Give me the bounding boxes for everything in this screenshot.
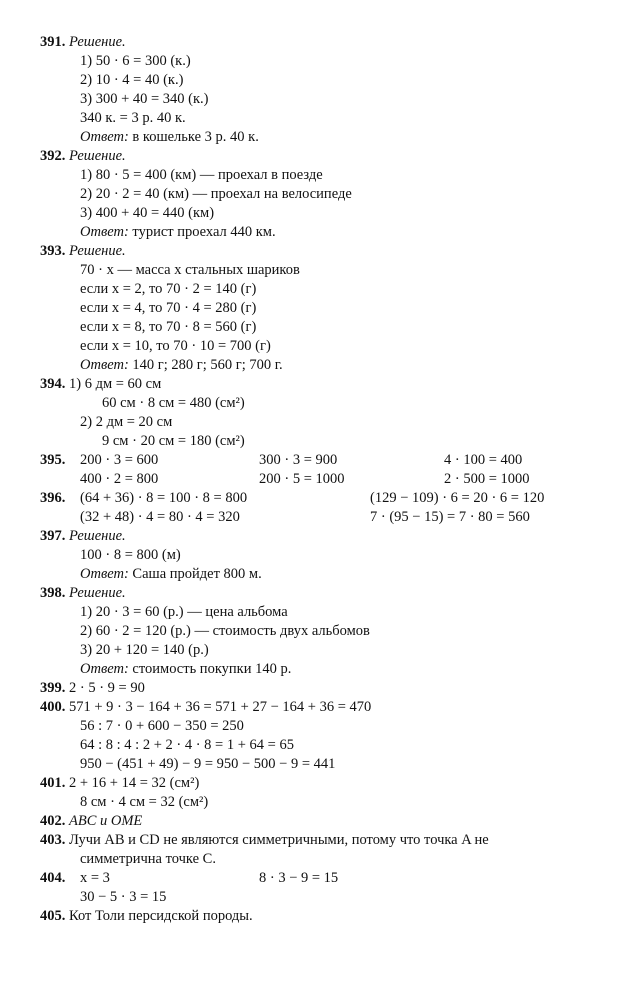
- expression-cell: 400 · 2 = 800: [80, 471, 159, 487]
- expression-cell: 200 · 5 = 1000: [259, 471, 345, 487]
- solution-line: 2 · 5 · 9 = 90: [69, 680, 145, 696]
- problem-398-header: [40, 584, 126, 602]
- solution-line: 340 к. = 3 р. 40 к.: [80, 110, 186, 126]
- answer-label: Ответ:: [80, 224, 129, 240]
- expression-cell: 300 · 3 = 900: [259, 452, 338, 468]
- solution-line: 64 : 8 : 4 : 2 + 2 · 4 · 8 = 1 + 64 = 65: [80, 737, 294, 753]
- solution-line: 571 + 9 · 3 − 164 + 36 = 571 + 27 − 164 + 36 = 470: [69, 699, 372, 715]
- solution-line: 100 · 8 = 800 (м): [80, 547, 181, 563]
- solution-line: ABC и OME: [69, 813, 143, 829]
- problem-number: 404.: [40, 870, 66, 886]
- solution-line: Лучи AB и CD не являются симметричными, потому что точка A не: [69, 832, 489, 848]
- solution-line: если x = 4, то 70 · 4 = 280 (г): [80, 300, 257, 316]
- problem-403-line: [40, 831, 489, 849]
- answer-label: Ответ:: [80, 129, 129, 145]
- expression-cell: (129 − 109) · 6 = 20 · 6 = 120: [370, 490, 545, 506]
- solution-line: 9 см · 20 см = 180 (см²): [102, 433, 245, 449]
- solution-line: симметрична точке C.: [80, 851, 216, 867]
- answer-label: Ответ:: [80, 357, 129, 373]
- solution-line: 2 + 16 + 14 = 32 (см²): [69, 775, 200, 791]
- problem-number: 398.: [40, 585, 66, 601]
- problem-391-header: [40, 33, 126, 51]
- problem-402-line: [40, 812, 142, 830]
- problem-number: 393.: [40, 243, 66, 259]
- solution-line: если x = 10, то 70 · 10 = 700 (г): [80, 338, 271, 354]
- answer-text: турист проехал 440 км.: [132, 224, 276, 240]
- problem-393-header: [40, 242, 126, 260]
- solution-line: Кот Толи персидской породы.: [69, 908, 253, 924]
- problem-number: 394.: [40, 376, 66, 392]
- solution-label: Решение.: [69, 528, 126, 544]
- problem-number: 391.: [40, 34, 66, 50]
- answer-line: [80, 356, 283, 374]
- expression-cell: 200 · 3 = 600: [80, 452, 159, 468]
- solution-line: если x = 2, то 70 · 2 = 140 (г): [80, 281, 257, 297]
- expression-cell: 4 · 100 = 400: [444, 452, 523, 468]
- problem-number: 403.: [40, 832, 66, 848]
- expression-cell: x = 3: [80, 870, 110, 886]
- solution-line: 8 см · 4 см = 32 (см²): [80, 794, 209, 810]
- solution-label: Решение.: [69, 585, 126, 601]
- solution-line: если x = 8, то 70 · 8 = 560 (г): [80, 319, 257, 335]
- problem-400-line: [40, 698, 371, 716]
- solution-line: 3) 400 + 40 = 440 (км): [80, 205, 215, 221]
- answer-text: в кошельке 3 р. 40 к.: [132, 129, 259, 145]
- solution-line: 1) 50 · 6 = 300 (к.): [80, 53, 191, 69]
- problem-396-line: [40, 489, 65, 507]
- problem-392-header: [40, 147, 126, 165]
- solution-line: 1) 80 · 5 = 400 (км) — проехал в поезде: [80, 167, 323, 183]
- expression-cell: 2 · 500 = 1000: [444, 471, 530, 487]
- solution-label: Решение.: [69, 34, 126, 50]
- answer-line: [80, 565, 262, 583]
- solution-line: 1) 20 · 3 = 60 (р.) — цена альбома: [80, 604, 288, 620]
- problem-number: 400.: [40, 699, 66, 715]
- answer-line: [80, 660, 291, 678]
- expression-cell: (32 + 48) · 4 = 80 · 4 = 320: [80, 509, 240, 525]
- solution-line: 3) 300 + 40 = 340 (к.): [80, 91, 209, 107]
- problem-405-line: [40, 907, 253, 925]
- answer-text: Саша пройдет 800 м.: [132, 566, 262, 582]
- answer-line: [80, 128, 259, 146]
- solution-line: 56 : 7 · 0 + 600 − 350 = 250: [80, 718, 244, 734]
- answer-text: 140 г; 280 г; 560 г; 700 г.: [132, 357, 283, 373]
- problem-number: 401.: [40, 775, 66, 791]
- answer-label: Ответ:: [80, 566, 129, 582]
- solution-line: 60 см · 8 см = 480 (см²): [102, 395, 245, 411]
- solution-line: 70 · x — масса x стальных шариков: [80, 262, 300, 278]
- solution-line: 1) 6 дм = 60 см: [69, 376, 162, 392]
- answer-label: Ответ:: [80, 661, 129, 677]
- problem-number: 402.: [40, 813, 66, 829]
- solution-line: 2) 2 дм = 20 см: [80, 414, 173, 430]
- problem-395-line: [40, 451, 65, 469]
- problem-399-line: [40, 679, 145, 697]
- expression-cell: 8 · 3 − 9 = 15: [259, 870, 339, 886]
- problem-number: 399.: [40, 680, 66, 696]
- solution-line: 2) 60 · 2 = 120 (р.) — стоимость двух альбомов: [80, 623, 370, 639]
- solution-line: 950 − (451 + 49) − 9 = 950 − 500 − 9 = 441: [80, 756, 336, 772]
- problem-401-line: [40, 774, 199, 792]
- problem-number: 405.: [40, 908, 66, 924]
- problem-number: 395.: [40, 452, 66, 468]
- solution-line: 2) 10 · 4 = 40 (к.): [80, 72, 184, 88]
- problem-394-line: [40, 375, 161, 393]
- solution-label: Решение.: [69, 148, 126, 164]
- expression-cell: 7 · (95 − 15) = 7 · 80 = 560: [370, 509, 530, 525]
- answer-line: [80, 223, 276, 241]
- problem-number: 396.: [40, 490, 66, 506]
- solution-line: 3) 20 + 120 = 140 (р.): [80, 642, 209, 658]
- solution-line: 2) 20 · 2 = 40 (км) — проехал на велосипеде: [80, 186, 352, 202]
- solution-line: 30 − 5 · 3 = 15: [80, 889, 167, 905]
- problem-397-header: [40, 527, 126, 545]
- solution-label: Решение.: [69, 243, 126, 259]
- problem-404-line: [40, 869, 65, 887]
- problem-number: 392.: [40, 148, 66, 164]
- expression-cell: (64 + 36) · 8 = 100 · 8 = 800: [80, 490, 248, 506]
- answer-text: стоимость покупки 140 р.: [132, 661, 292, 677]
- problem-number: 397.: [40, 528, 66, 544]
